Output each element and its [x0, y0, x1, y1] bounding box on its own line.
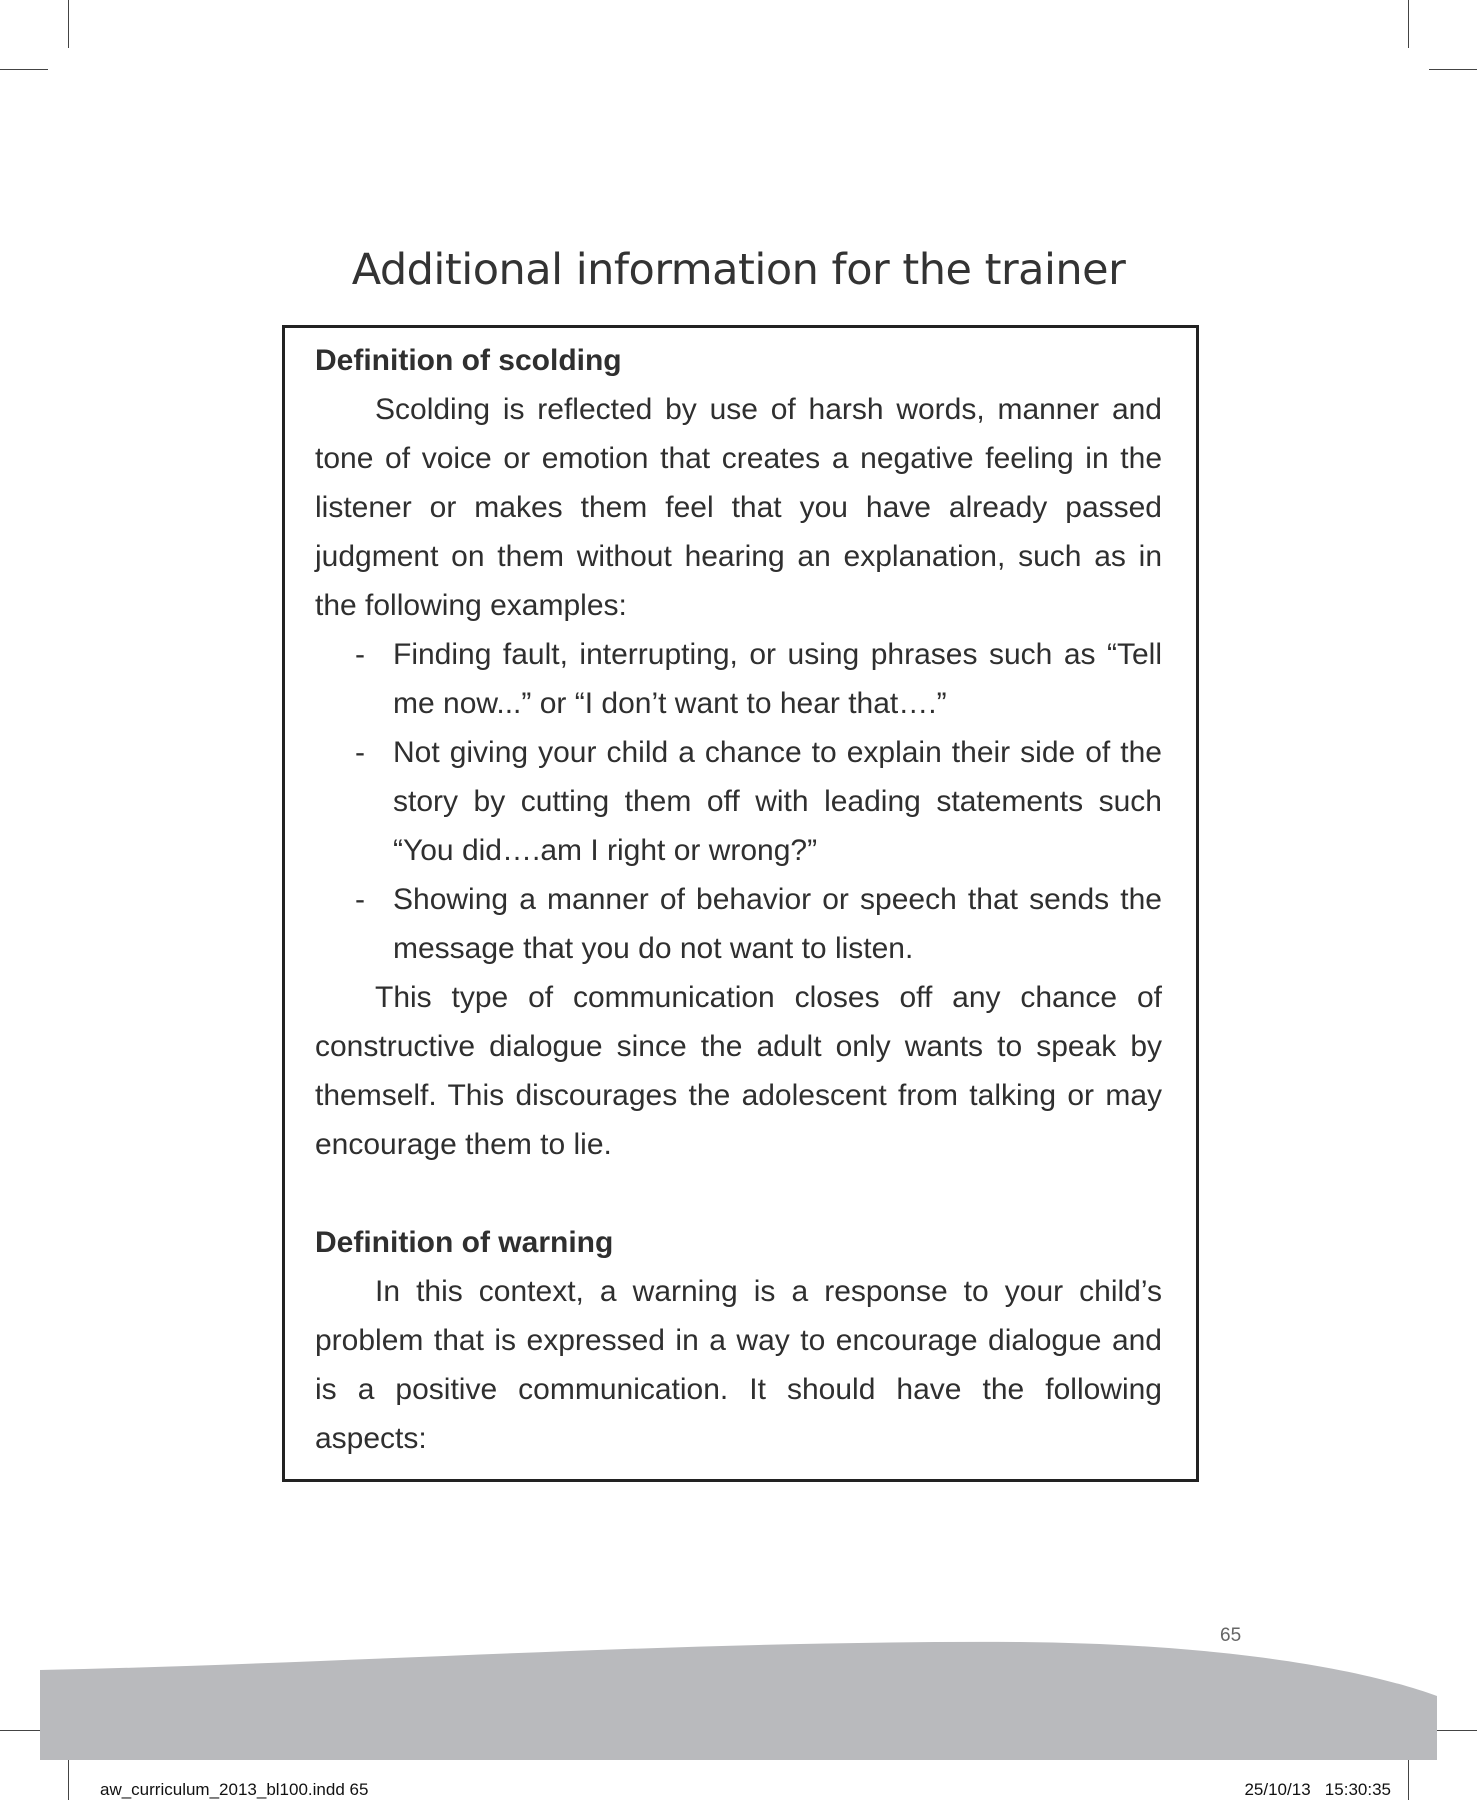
footer-wave-band [40, 1638, 1437, 1760]
warning-heading: Definition of warning [315, 1226, 614, 1259]
scolding-examples-list [315, 630, 1162, 973]
list-item [355, 630, 1162, 728]
section-spacer [315, 1169, 1162, 1218]
crop-mark [68, 0, 69, 48]
warning-intro: In this context, a warning is a response to your child’s problem that is expressed in a way to encourage dialogue and is a positive communication. It should have the following aspects: [315, 1275, 1162, 1455]
list-item-text: Showing a manner of behavior or speech that sends the message that you do not want to listen. [393, 883, 1162, 965]
info-box [282, 325, 1199, 1482]
list-item [355, 875, 1162, 973]
scolding-closing: This type of communication closes off any chance of constructive dialogue since the adult only wants to speak by themself. This discourages the adolescent from talking or may encourage them to lie. [315, 981, 1162, 1161]
bullet-dash: - [355, 638, 365, 671]
crop-mark [1429, 69, 1477, 70]
bullet-dash: - [355, 883, 365, 916]
page-title: Additional information for the trainer [351, 245, 1126, 295]
bullet-dash: - [355, 736, 365, 769]
list-item-text: Finding fault, interrupting, or using phrases such as “Tell me now...” or “I don’t want to hear that….” [393, 638, 1162, 720]
scolding-intro: Scolding is reflected by use of harsh words, manner and tone of voice or emotion that creates a negative feeling in the listener or makes them feel that you have already passed judgment on them without hearing an explanation, such as in the following examples: [315, 393, 1162, 622]
crop-mark [0, 69, 48, 70]
slug-date-time: 25/10/13 15:30:35 [1244, 1780, 1391, 1799]
slug-file-name: aw_curriculum_2013_bl100.indd 65 [100, 1780, 369, 1799]
page-number: 65 [1220, 1625, 1242, 1646]
list-item [355, 728, 1162, 875]
footer-wave-shape [40, 1642, 1437, 1760]
list-item-text: Not giving your child a chance to explain their side of the story by cutting them off with leading statements such “You did….am I right or wrong?” [393, 736, 1162, 867]
scolding-heading: Definition of scolding [315, 344, 622, 377]
crop-mark [1408, 0, 1409, 48]
